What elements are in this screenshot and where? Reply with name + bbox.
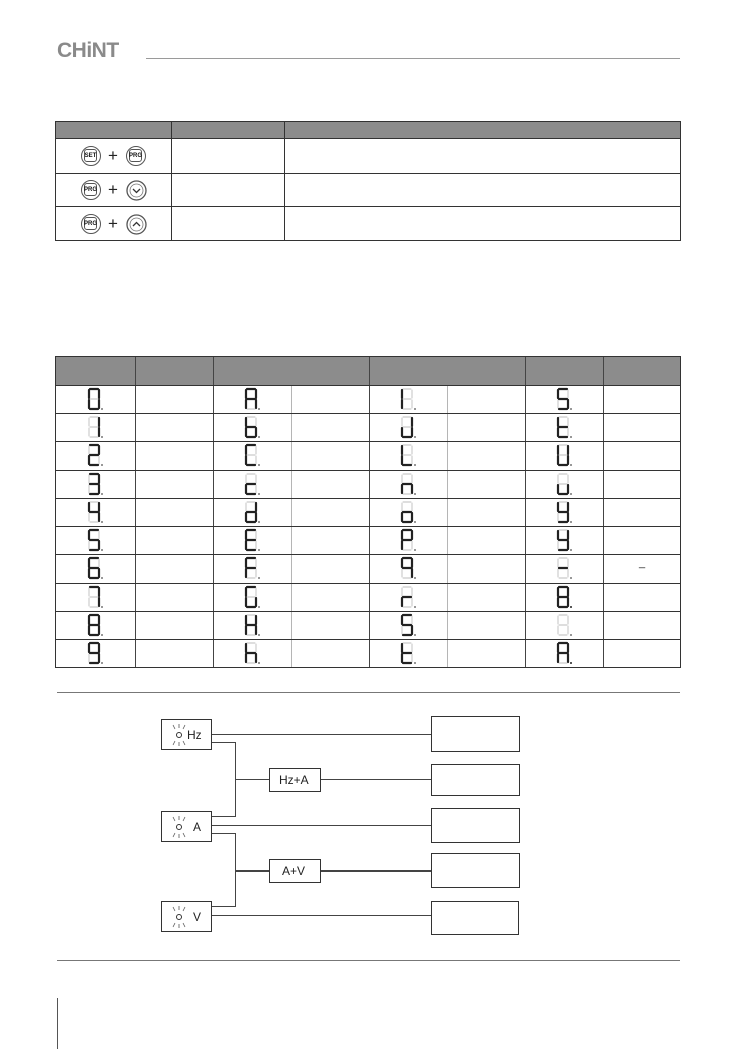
col-divider: [525, 357, 526, 667]
wire: [212, 816, 236, 817]
decimal-point: [101, 549, 103, 551]
seven-segment-glyph: [556, 556, 572, 580]
decimal-point: [258, 436, 260, 438]
prg-key-label: PRG: [84, 217, 97, 230]
seven-segment-glyph: [400, 613, 416, 637]
decimal-point: [570, 493, 572, 495]
mode-label-a: A: [193, 820, 202, 834]
decimal-point: [570, 408, 572, 410]
decimal-point: [414, 577, 416, 579]
wire: [212, 906, 236, 907]
seven-segment-glyph: [556, 472, 572, 496]
decimal-point: [570, 577, 572, 579]
row-divider: [56, 639, 680, 640]
display-box: [431, 764, 520, 796]
display-box: [431, 808, 520, 843]
display-box: [431, 716, 520, 752]
decimal-point: [414, 408, 416, 410]
decimal-point: [258, 577, 260, 579]
decimal-point: [414, 662, 416, 664]
decimal-point: [414, 436, 416, 438]
decimal-point: [101, 436, 103, 438]
decimal-point: [101, 577, 103, 579]
seven-segment-glyph: [244, 556, 260, 580]
decimal-point: [258, 464, 260, 466]
seven-segment-glyph: [400, 500, 416, 524]
combo-text: A+V: [282, 864, 306, 878]
section-rule-top: [57, 692, 680, 693]
seven-segment-glyph: [87, 443, 103, 467]
seven-segment-glyph: [87, 528, 103, 552]
down-arrow-key-icon: [126, 180, 147, 201]
seven-segment-glyph: [87, 585, 103, 609]
key-table-header: [56, 122, 680, 138]
up-arrow-key-icon: [126, 214, 147, 235]
seven-segment-glyph: [556, 528, 572, 552]
seven-segment-glyph: [400, 415, 416, 439]
decimal-point: [258, 493, 260, 495]
col-divider: [369, 357, 370, 667]
row-divider: [56, 470, 680, 471]
decimal-point: [570, 549, 572, 551]
chint-logo: [57, 38, 137, 62]
decimal-point: [414, 521, 416, 523]
mode-indicator-v: [161, 901, 212, 932]
logo-text: CHiNT: [57, 39, 119, 62]
seven-segment-glyph: [556, 415, 572, 439]
wire: [212, 833, 236, 834]
col-divider: [171, 122, 172, 240]
mode-label-hz: Hz: [187, 728, 202, 742]
blinking-led-icon: [168, 815, 190, 839]
seven-segment-glyph: [244, 472, 260, 496]
set-key-label: SET: [84, 149, 97, 162]
plus-sign: +: [108, 214, 118, 233]
row-divider: [56, 611, 680, 612]
seven-segment-glyph: [244, 585, 260, 609]
col-divider: [135, 357, 136, 667]
seven-segment-glyph: [400, 443, 416, 467]
wire: [235, 779, 431, 780]
row-divider: [56, 498, 680, 499]
seven-segment-glyph: [556, 613, 572, 637]
col-divider: [284, 122, 285, 240]
decimal-point: [101, 464, 103, 466]
page-margin-rule: [57, 998, 58, 1049]
key-combination-table: [55, 121, 681, 241]
seven-segment-glyph: [244, 387, 260, 411]
decimal-point: [414, 606, 416, 608]
prg-key-icon: [81, 214, 101, 234]
row-divider: [56, 206, 680, 207]
decimal-point: [258, 606, 260, 608]
segment-character-table: [55, 356, 681, 668]
col-divider: [213, 357, 214, 667]
seven-segment-glyph: [244, 415, 260, 439]
decimal-point: [258, 634, 260, 636]
prg-key-label: PRG: [129, 149, 142, 162]
wire: [212, 742, 236, 743]
prg-key-label: PRG: [84, 183, 97, 196]
set-key-icon: [81, 146, 101, 166]
seven-segment-glyph: [400, 528, 416, 552]
row-divider: [56, 441, 680, 442]
seven-segment-glyph: [400, 641, 416, 665]
decimal-point: [570, 464, 572, 466]
seven-segment-glyph: [400, 387, 416, 411]
combo-text: Hz+A: [279, 773, 309, 787]
seven-segment-glyph: [556, 443, 572, 467]
header-rule: [146, 58, 680, 59]
row-divider: [56, 554, 680, 555]
decimal-point: [570, 436, 572, 438]
seven-segment-glyph: [87, 500, 103, 524]
decimal-point: [101, 662, 103, 664]
decimal-point: [414, 549, 416, 551]
seven-segment-glyph: [556, 641, 572, 665]
wire: [212, 734, 432, 735]
display-box: [431, 853, 520, 888]
decimal-point: [101, 408, 103, 410]
section-rule-bottom: [57, 960, 680, 961]
underscore-symbol: _: [639, 557, 646, 569]
seven-segment-glyph: [244, 641, 260, 665]
decimal-point: [258, 662, 260, 664]
seven-segment-glyph: [87, 387, 103, 411]
decimal-point: [101, 634, 103, 636]
seven-segment-glyph: [87, 415, 103, 439]
seven-segment-glyph: [87, 472, 103, 496]
row-divider: [56, 385, 680, 386]
seven-segment-glyph: [556, 500, 572, 524]
wire: [235, 870, 431, 872]
wire: [212, 915, 432, 916]
plus-sign: +: [108, 180, 118, 199]
blinking-led-icon: [168, 905, 190, 929]
decimal-point: [570, 662, 572, 664]
seven-segment-glyph: [400, 585, 416, 609]
seven-segment-glyph: [556, 387, 572, 411]
decimal-point: [414, 464, 416, 466]
seven-segment-glyph: [244, 613, 260, 637]
prg-key-icon: [81, 180, 101, 200]
decimal-point: [258, 549, 260, 551]
decimal-point: [101, 521, 103, 523]
prg-key-icon: [126, 146, 146, 166]
seven-segment-glyph: [87, 641, 103, 665]
wire: [212, 825, 432, 826]
plus-sign: +: [108, 146, 118, 165]
row-divider: [56, 173, 680, 174]
seven-segment-glyph: [244, 500, 260, 524]
row-divider: [56, 526, 680, 527]
seven-segment-glyph: [87, 556, 103, 580]
row-divider: [56, 413, 680, 414]
segment-table-header: [56, 357, 680, 385]
mode-indicator-a: [161, 811, 212, 842]
mode-indicator-hz: [161, 719, 212, 750]
col-divider: [603, 357, 604, 667]
seven-segment-glyph: [400, 556, 416, 580]
seven-segment-glyph: [87, 613, 103, 637]
combo-label-hz-a: [269, 768, 321, 792]
seven-segment-glyph: [400, 472, 416, 496]
decimal-point: [101, 493, 103, 495]
combo-label-a-v: [269, 859, 321, 883]
row-divider: [56, 583, 680, 584]
display-box: [431, 901, 519, 935]
decimal-point: [258, 521, 260, 523]
decimal-point: [101, 606, 103, 608]
mode-label-v: V: [193, 910, 202, 924]
decimal-point: [570, 521, 572, 523]
seven-segment-glyph: [244, 443, 260, 467]
decimal-point: [414, 493, 416, 495]
decimal-point: [570, 634, 572, 636]
seven-segment-glyph: [556, 585, 572, 609]
row-divider: [56, 138, 680, 139]
decimal-point: [258, 408, 260, 410]
decimal-point: [570, 606, 572, 608]
seven-segment-glyph: [244, 528, 260, 552]
decimal-point: [414, 634, 416, 636]
